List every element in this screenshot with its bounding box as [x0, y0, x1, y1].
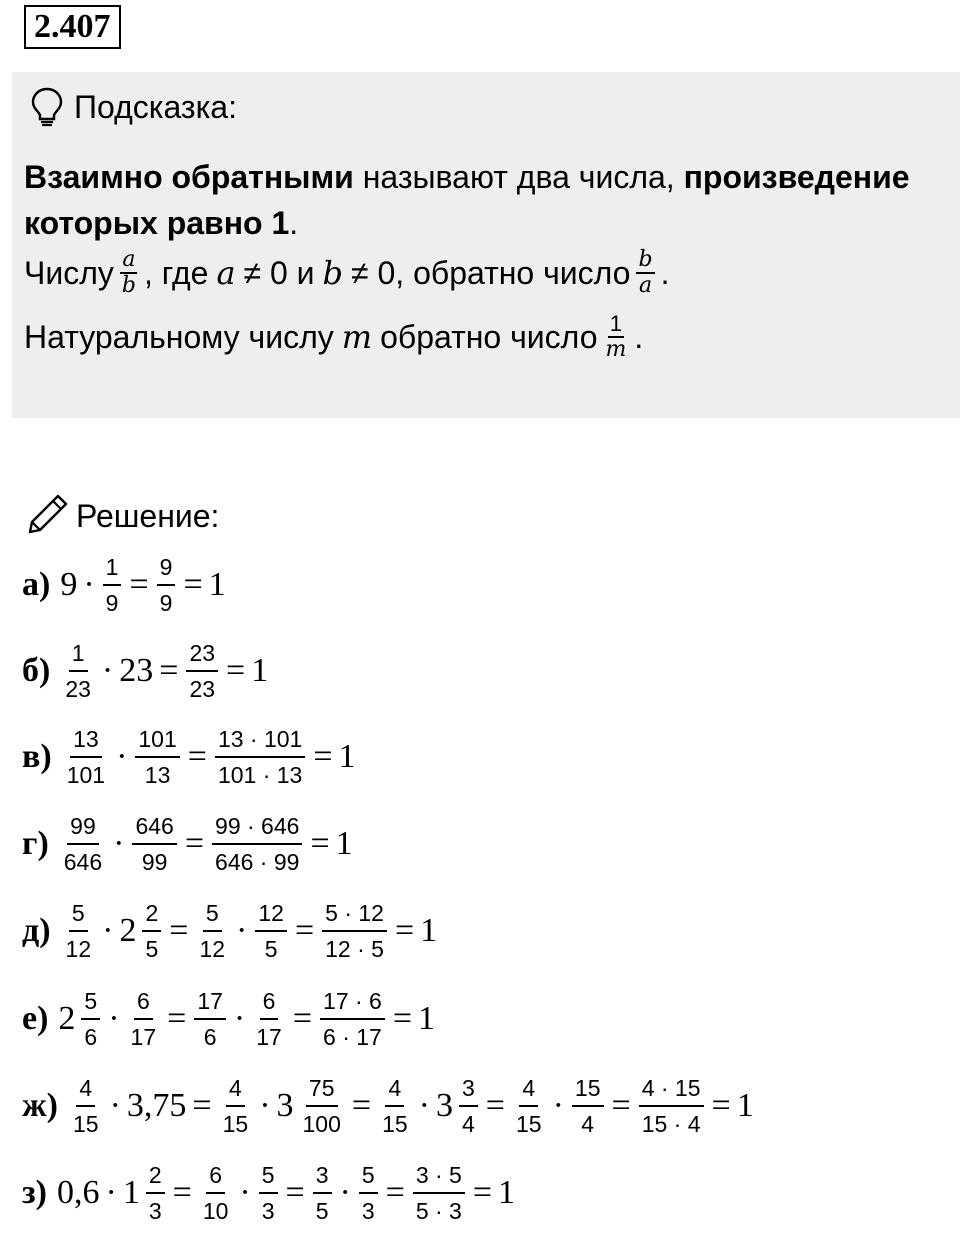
operator: ·	[102, 912, 114, 949]
fraction	[142, 900, 161, 962]
denominator: 6	[84, 1024, 98, 1050]
fraction	[120, 248, 138, 298]
fraction	[194, 988, 226, 1050]
operator: =	[310, 825, 330, 862]
definition-condition: произведение которых равно 1	[24, 159, 910, 241]
variable: b	[322, 254, 344, 292]
equation-row	[22, 813, 355, 875]
numerator: 2	[142, 900, 161, 932]
operator: =	[313, 738, 333, 775]
numerator: 5	[81, 988, 100, 1020]
numerator: 1	[69, 640, 88, 672]
fraction	[413, 1162, 465, 1224]
solution-header	[26, 492, 219, 541]
number: 2	[119, 912, 137, 949]
denominator: 10	[202, 1198, 229, 1224]
operator: ·	[552, 1087, 564, 1124]
numerator: b	[638, 247, 653, 272]
operator: ·	[113, 825, 125, 862]
equation-row	[22, 640, 270, 702]
fraction	[157, 554, 176, 616]
denominator: 3	[361, 1198, 375, 1224]
fraction	[459, 1075, 478, 1137]
operator: =	[611, 1087, 631, 1124]
fraction	[572, 1075, 604, 1137]
operator: ·	[105, 1174, 117, 1211]
operator: =	[167, 1000, 187, 1037]
operator: =	[172, 1174, 192, 1211]
numerator: 6	[206, 1162, 225, 1194]
operator: =	[485, 1087, 505, 1124]
numerator: 12	[255, 900, 287, 932]
fraction	[200, 1162, 232, 1224]
numerator: 3	[459, 1075, 478, 1107]
pencil-icon	[26, 492, 70, 541]
hint-text: .	[660, 254, 670, 291]
item-label: г)	[22, 825, 49, 862]
equation-expression	[66, 1075, 756, 1137]
equation-expression	[59, 900, 440, 962]
numerator: 5	[259, 1162, 278, 1194]
hint-text: , где	[143, 254, 209, 291]
fraction	[196, 900, 228, 962]
number: 3,75	[126, 1087, 187, 1124]
operator: =	[187, 738, 207, 775]
fraction	[639, 1075, 704, 1137]
numerator: 17	[194, 988, 226, 1020]
variable: m	[341, 318, 373, 356]
hint-header	[30, 86, 237, 128]
fraction	[322, 900, 387, 962]
denominator: 101	[66, 762, 106, 788]
operator: =	[169, 912, 189, 949]
solution-title: Решение:	[76, 498, 220, 534]
numerator: 6	[260, 988, 279, 1020]
denominator: 15	[222, 1111, 249, 1137]
operator: ·	[109, 1087, 121, 1124]
fraction	[320, 988, 385, 1050]
numerator: 3	[313, 1162, 332, 1194]
fraction	[379, 1075, 411, 1137]
numerator: 15	[572, 1075, 604, 1107]
numerator: 4	[519, 1075, 538, 1107]
numerator: 1	[103, 554, 122, 586]
denominator: 99	[141, 849, 168, 875]
hint-text: обратно число	[380, 318, 598, 355]
hint-text: ≠ 0, обратно число	[351, 254, 631, 291]
operator: ·	[259, 1087, 271, 1124]
numerator: 99	[67, 813, 99, 845]
denominator: 6 · 17	[323, 1024, 382, 1050]
equation-expression	[57, 813, 355, 875]
operator: =	[385, 1174, 405, 1211]
hint-text: .	[634, 318, 644, 355]
operator: =	[472, 1174, 493, 1211]
fraction	[255, 900, 287, 962]
problem-number: 2.407	[24, 5, 121, 49]
denominator: 15 · 4	[641, 1111, 701, 1137]
denominator: 5	[145, 936, 159, 962]
item-label: з)	[22, 1174, 47, 1211]
denominator: 3	[148, 1198, 162, 1224]
fraction	[220, 1075, 252, 1137]
numerator: a	[122, 247, 136, 272]
number: 1	[418, 1000, 436, 1037]
denominator: 15	[382, 1111, 408, 1137]
hint-text: Натуральному числу	[24, 318, 334, 355]
denominator: 4	[462, 1111, 475, 1137]
fraction	[62, 640, 94, 702]
numerator: 17 · 6	[320, 988, 385, 1020]
hint-title: Подсказка:	[74, 88, 237, 125]
numerator: 6	[134, 988, 153, 1020]
denominator: 4	[581, 1111, 595, 1137]
fraction	[359, 1162, 378, 1224]
numerator: 3 · 5	[413, 1162, 465, 1194]
denominator: 646 · 99	[215, 849, 300, 875]
denominator: 23	[65, 676, 91, 702]
numerator: 4	[226, 1075, 245, 1107]
definition-end: .	[289, 205, 299, 241]
number: 3	[436, 1087, 453, 1124]
equation-row	[22, 554, 228, 616]
equation-row	[22, 1075, 756, 1137]
denominator: 101 · 13	[217, 762, 303, 788]
denominator: m	[605, 337, 627, 362]
denominator: 3	[261, 1198, 275, 1224]
fraction	[64, 726, 108, 788]
operator: ·	[236, 912, 248, 949]
number: 3	[276, 1087, 294, 1124]
operator: ·	[239, 1174, 251, 1211]
denominator: 5	[315, 1198, 329, 1224]
numerator: 5	[203, 900, 222, 932]
operator: =	[351, 1087, 372, 1124]
fraction	[132, 813, 176, 875]
fraction	[103, 554, 122, 616]
denominator: 6	[203, 1024, 217, 1050]
number: 23	[119, 652, 154, 689]
lightbulb-icon	[30, 86, 64, 128]
number: 9	[60, 566, 78, 603]
denominator: a	[638, 273, 653, 298]
denominator: 5	[264, 936, 278, 962]
equation-row	[22, 900, 439, 962]
numerator: 1	[609, 311, 623, 336]
equation-expression	[58, 554, 227, 616]
operator: ·	[101, 652, 114, 689]
hint-box	[12, 72, 960, 418]
operator: ·	[108, 1000, 120, 1037]
fraction	[513, 1075, 545, 1137]
numerator: 13	[70, 726, 102, 758]
item-label: б)	[22, 652, 51, 689]
item-label: д)	[22, 912, 51, 949]
number: 1	[420, 912, 438, 949]
denominator: 12	[65, 936, 92, 962]
fraction	[128, 988, 160, 1050]
hint-line-fraction	[24, 248, 669, 298]
number: 1	[251, 652, 269, 689]
denominator: 5 · 3	[415, 1198, 462, 1224]
numerator: 23	[186, 640, 218, 672]
fraction	[146, 1162, 165, 1224]
hint-text: ≠ 0 и	[243, 254, 315, 291]
denominator: 23	[189, 676, 216, 702]
operator: =	[285, 1174, 305, 1211]
item-label: ж)	[22, 1087, 58, 1124]
item-label: е)	[22, 1000, 49, 1037]
hint-definition	[24, 154, 954, 246]
numerator: 101	[135, 726, 179, 758]
fraction	[135, 726, 179, 788]
fraction	[300, 1075, 344, 1137]
operator: =	[294, 912, 315, 949]
denominator: 13	[144, 762, 171, 788]
fraction	[603, 312, 628, 362]
operator: =	[129, 566, 149, 603]
operator: =	[192, 1087, 212, 1124]
item-label: а)	[22, 566, 51, 603]
definition-term: Взаимно обратными	[24, 159, 354, 195]
fraction	[215, 726, 305, 788]
denominator: 9	[105, 590, 119, 616]
denominator: 9	[159, 590, 173, 616]
operator: ·	[116, 738, 128, 775]
number: 2	[58, 1000, 76, 1037]
numerator: 9	[157, 554, 176, 586]
denominator: 646	[63, 849, 103, 875]
fraction	[253, 988, 285, 1050]
numerator: 5 · 12	[322, 900, 387, 932]
operator: =	[184, 825, 205, 862]
fraction	[212, 813, 302, 875]
denominator: 12	[199, 936, 226, 962]
fraction	[70, 1075, 102, 1137]
operator: =	[394, 912, 415, 949]
operator: ·	[418, 1087, 430, 1124]
number: 1	[208, 566, 226, 603]
equation-row	[22, 1162, 517, 1224]
operator: ·	[233, 1000, 246, 1037]
equation-expression	[60, 726, 358, 788]
operator: =	[159, 652, 179, 689]
numerator: 75	[306, 1075, 338, 1107]
variable: a	[216, 254, 236, 292]
denominator: b	[121, 273, 136, 298]
hint-line-natural	[24, 312, 643, 362]
numerator: 4	[76, 1075, 95, 1107]
equation-row	[22, 726, 358, 788]
operator: ·	[83, 566, 95, 603]
numerator: 2	[146, 1162, 165, 1194]
denominator: 17	[256, 1024, 282, 1050]
fraction	[259, 1162, 278, 1224]
denominator: 100	[302, 1111, 341, 1137]
equation-row	[22, 988, 437, 1050]
numerator: 4	[385, 1075, 404, 1107]
fraction	[636, 248, 654, 298]
hint-text: Числу	[24, 254, 114, 291]
numerator: 4 · 15	[639, 1075, 704, 1107]
equation-expression	[56, 988, 437, 1050]
numerator: 5	[359, 1162, 378, 1194]
fraction	[63, 900, 95, 962]
numerator: 5	[69, 900, 88, 932]
fraction	[61, 813, 105, 875]
numerator: 646	[132, 813, 176, 845]
denominator: 12 · 5	[325, 936, 384, 962]
equation-expression	[55, 1162, 517, 1224]
denominator: 17	[130, 1024, 157, 1050]
number: 1	[122, 1174, 140, 1211]
fraction	[186, 640, 218, 702]
number: 0,6	[57, 1174, 100, 1211]
number: 1	[335, 825, 353, 862]
operator: =	[711, 1087, 731, 1124]
fraction	[81, 988, 100, 1050]
numerator: 99 · 646	[212, 813, 302, 845]
item-label: в)	[22, 738, 52, 775]
numerator: 13 · 101	[215, 726, 305, 758]
equation-expression	[58, 640, 270, 702]
number: 1	[338, 738, 356, 775]
operator: =	[292, 1000, 313, 1037]
operator: =	[392, 1000, 413, 1037]
fraction	[313, 1162, 332, 1224]
number: 1	[498, 1174, 516, 1211]
operator: =	[226, 652, 246, 689]
definition-text: называют два числа,	[353, 159, 684, 195]
operator: ·	[339, 1174, 351, 1211]
number: 1	[736, 1087, 754, 1124]
operator: =	[183, 566, 203, 603]
denominator: 15	[72, 1111, 99, 1137]
denominator: 15	[515, 1111, 542, 1137]
